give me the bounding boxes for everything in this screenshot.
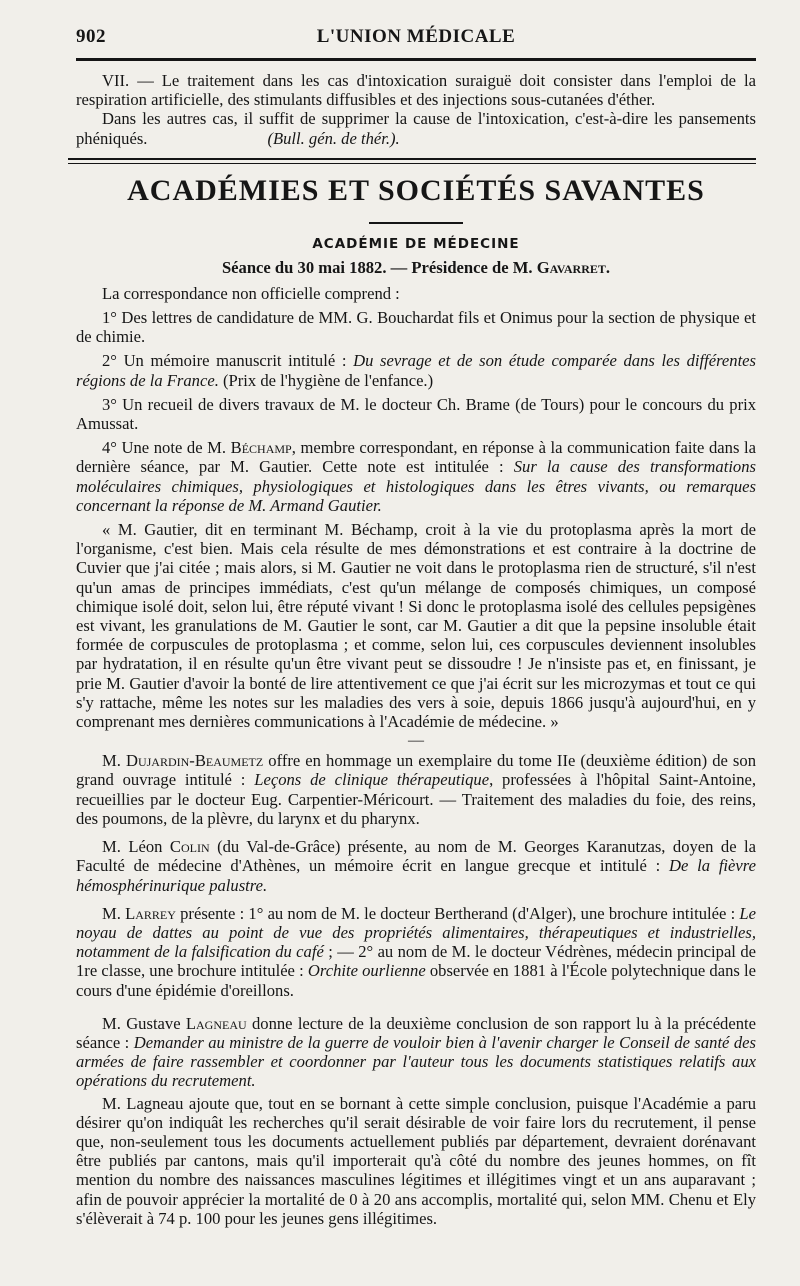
correspondance-item-1: 1° Des lettres de candidature de MM. G. Bouchardat fils et Onimus pour la section de physique et de chimie. <box>76 308 756 347</box>
header-rule <box>76 58 756 61</box>
section-title: ACADÉMIES ET SOCIÉTÉS SAVANTES <box>127 173 705 207</box>
seance-line: Séance du 30 mai 1882. — Présidence de M. Gavarret. <box>221 257 611 277</box>
conclusion-autres <box>76 109 756 147</box>
bulletin-reference: (Bull. gén. de thér.). <box>267 128 400 148</box>
page-number: 902 <box>76 26 106 47</box>
title-rule <box>369 222 463 224</box>
correspondance-intro: La correspondance non officielle comprend : <box>102 283 400 303</box>
correspondance-item-3: 3° Un recueil de divers travaux de M. le docteur Ch. Brame (de Tours) pour le concours du prix Amussat. <box>76 394 756 434</box>
bechamp-quote: « M. Gautier, dit en terminant M. Béchamp, croit à la vie du protoplasma après la mort de l'organisme, c'est bien. Mais cela résulte de mes démonstrations et est contraire à la doctrine de Cuvier que j'ai citée ; mais alors, si M. Gautier ne voit dans le protoplasma rien de structuré, s'il n'est qu'un amas de principes immédiats, c'est qu'un mélange de composés chimiques, un composé chimique isolé doit, selon lui, être réputé vivant ! Si donc le protoplasma isolé des cellules pepsigènes est vivant, les granulations de M. Gautier le sont, car M. Gautier a dit que la pepsine insoluble était formée de corpuscules de protoplasma ; et comme, selon lui, ces corpuscules deviennent insolubles par hydratation, il en résulte qu'un être vivant peut se dissoudre ! Je n'insiste pas et, en finissant, je prie M. Gautier d'avoir la bonté de lire attentivement ce que j'ai écrit sur les microzymas et tout ce qui s'y rattache, même les notes sur les maladies des vers à soie, depuis 1866 jusqu'à aujourd'hui, en y comprenant mes dernières communications à l'Académie de médecine. » <box>76 520 756 732</box>
page-header <box>76 26 756 48</box>
subsection-title: ACADÉMIE DE MÉDECINE <box>312 235 520 252</box>
colin-paragraph: M. Léon Colin (du Val-de-Grâce) présente, au nom de M. Georges Karanutzas, doyen de la Faculté de médecine d'Athènes, un mémoire écrit en langue grecque et intitulé : De la fièvre hémosphérinurique palustre. <box>76 837 757 895</box>
article-body <box>76 284 756 1228</box>
conclusion-vii: VII. — Le traitement dans les cas d'intoxication suraiguë doit consister dans l'emploi de la respiration artificielle, des stimulants diffusibles et des injections sous-cutanées d'éther. <box>76 71 756 110</box>
separator-dash: — <box>408 732 424 750</box>
larrey-paragraph: M. Larrey présente : 1° au nom de M. le docteur Bertherand (d'Alger), une brochure intitulée : Le noyau de dattes au point de vue des propriétés alimentaires, thérapeutiques et industrielles, notamment de la falsification du café ; — 2° au nom de M. le docteur Védrènes, médecin principal de 1re classe, une brochure intitulée : Orchite ourlienne observée en 1881 à l'École polytechnique dans le cours d'une épidémie d'oreillons. <box>76 903 756 1000</box>
dujardin-paragraph: M. Dujardin-Beaumetz offre en hommage un exemplaire du tome IIe (deuxième édition) de son grand ouvrage intitulé : Leçons de clinique thérapeutique, professées à l'hôpital Saint-Antoine, recueillies par le docteur Eug. Carpentier-Méricourt. — Traitement des maladies du foie, des reins, des poumons, de la plèvre, du larynx et du pharynx. <box>76 751 756 828</box>
correspondance-item-4: 4° Une note de M. Béchamp, membre correspondant, en réponse à la communication faite dans la dernière séance, par M. Gautier. Cette note est intitulée : Sur la cause des transformations moléculaires chimiques, physiologiques et histologiques dans les êtres vivants, ou remarques concernant la réponse de M. Armand Gautier. <box>76 438 756 515</box>
lagneau-paragraph: M. Gustave Lagneau donne lecture de la deuxième conclusion de son rapport lu à la précédente séance : Demander au ministre de la guerre de vouloir bien à l'avenir charger le Conseil de santé des armées de faire rassembler et coordonner par l'auteur tous les documents statistiques relatifs aux opérations du recrutement. <box>76 1013 756 1091</box>
journal-title: L'UNION MÉDICALE <box>316 26 516 47</box>
section-divider <box>68 158 756 164</box>
previous-article-end <box>76 71 756 148</box>
correspondance-item-2: 2° Un mémoire manuscrit intitulé : Du sevrage et de son étude comparée dans les différentes régions de la France. (Prix de l'hygiène de l'enfance.) <box>76 351 756 390</box>
conclusion-autres-text: Dans les autres cas, il suffit de supprimer la cause de l'intoxication, c'est-à-dire les pansements phéniqués. <box>76 109 756 148</box>
president-name: Gavarret. <box>536 257 611 277</box>
lagneau-addition: M. Lagneau ajoute que, tout en se bornant à cette simple conclusion, puisque l'Académie a paru désirer qu'on indiquât les recherches qu'il serait désirable de voir faire lors du recrutement, il pense que, non-seulement tous les documents actuellement publiés par département, devraient dorénavant être publiés par cantons, mais qu'il importerait qu'à côté du nombre des jeunes hommes, on fît mention du nombre des naissances masculines légitimes et illégitimes vingt et un ans auparavant ; afin de pouvoir apprécier la mortalité de 0 à 20 ans accomplis, mortalité qui, selon MM. Chenu et Ely s'élèverait à 74 p. 100 pour les jeunes gens illégitimes. <box>76 1093 756 1228</box>
